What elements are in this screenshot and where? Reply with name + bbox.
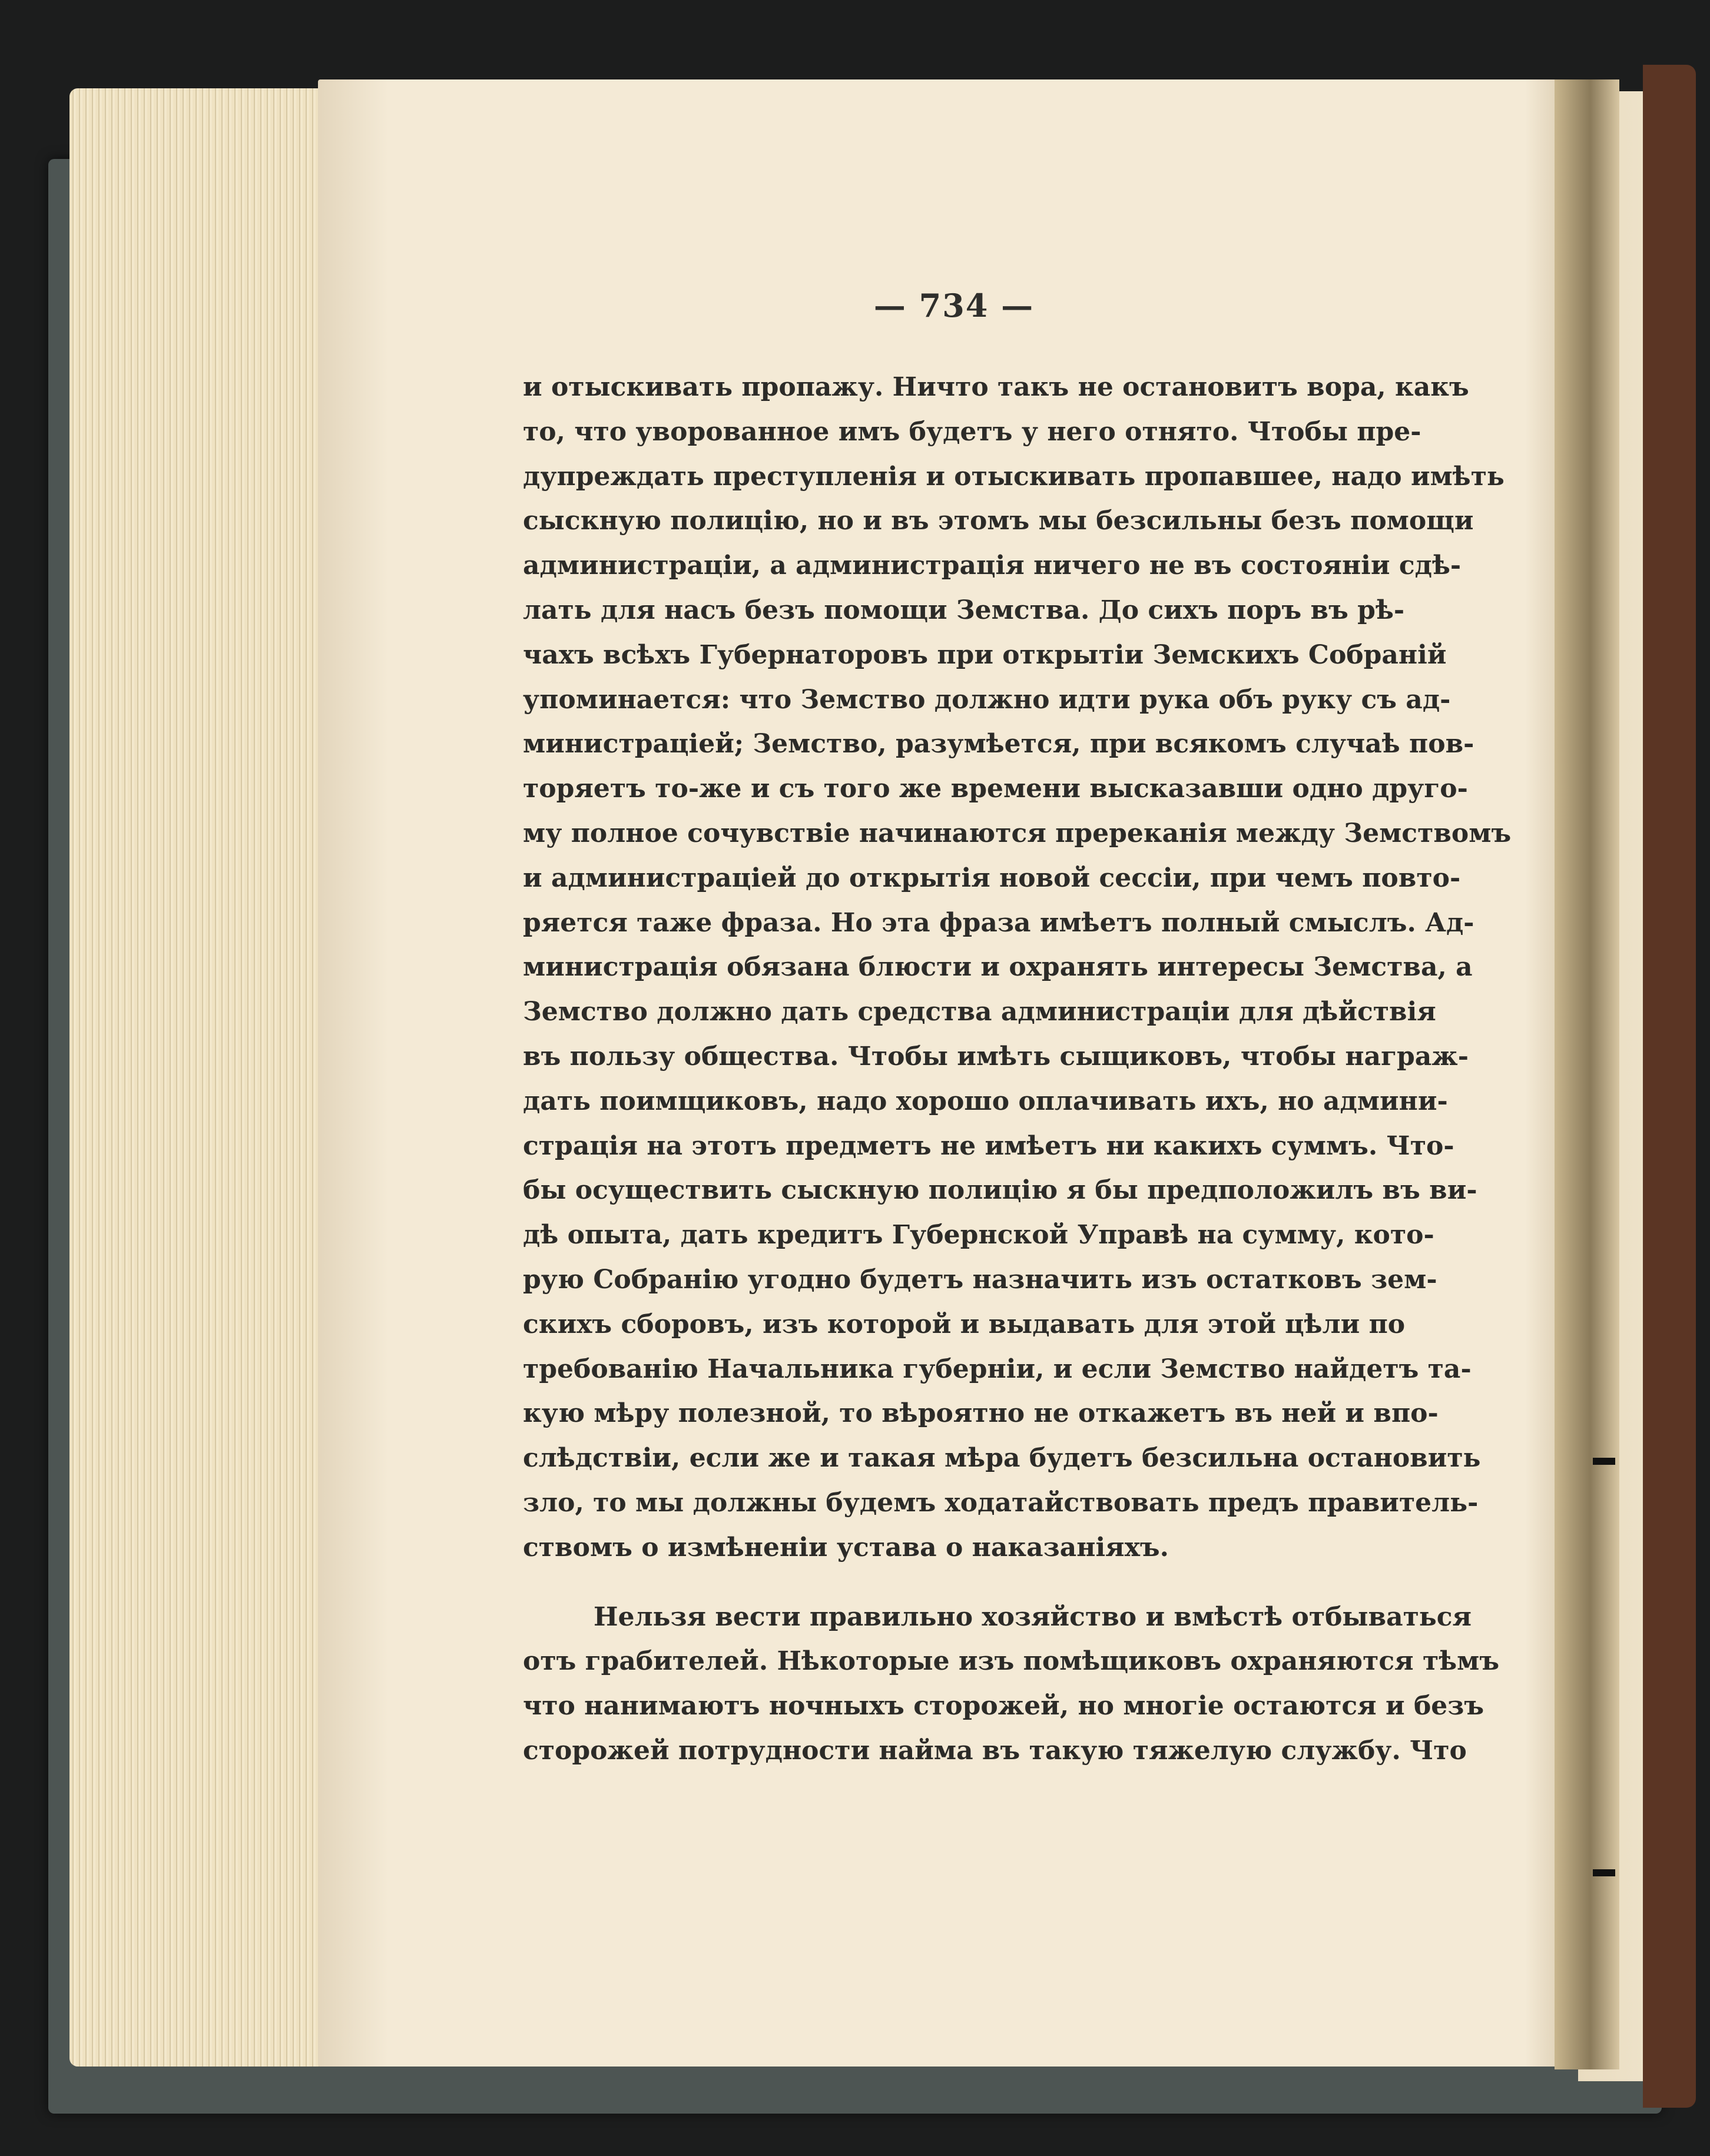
book-gutter <box>1555 79 1619 2069</box>
text-line: требованію Начальника губерніи, и если Земство найдетъ та- <box>523 1354 1472 1384</box>
text-line: и отыскивать пропажу. Ничто такъ не остановитъ вора, какъ <box>523 372 1469 402</box>
text-line: дупреждать преступленія и отыскивать пропавшее, надо имѣть <box>523 461 1504 492</box>
text-line: рую Собранію угодно будетъ назначить изъ остатковъ зем- <box>523 1264 1437 1295</box>
text-line: сыскную полицію, но и въ этомъ мы безсильны безъ помощи <box>523 506 1474 536</box>
text-line: министрація обязана блюсти и охранять интересы Земства, а <box>523 952 1473 983</box>
back-cover-edge <box>1643 65 1696 2108</box>
text-line: дѣ опыта, дать кредитъ Губернской Управѣ на сумму, кото- <box>523 1220 1434 1251</box>
text-line: и администраціей до открытія новой сессіи, при чемъ повто- <box>523 863 1461 893</box>
text-line: зло, то мы должны будемъ ходатайствовать предъ правитель- <box>523 1487 1479 1518</box>
text-line: му полное сочувствіе начинаются пререканія между Земствомъ <box>523 818 1512 848</box>
text-line: министраціей; Земство, разумѣется, при всякомъ случаѣ пов- <box>523 729 1474 759</box>
text-line: что нанимаютъ ночныхъ сторожей, но многіе остаются и безъ <box>523 1691 1484 1722</box>
text-line: торяетъ то-же и съ того же времени высказавши одно друго- <box>523 774 1468 804</box>
text-line: лать для насъ безъ помощи Земства. До сихъ поръ въ рѣ- <box>523 595 1405 625</box>
text-line: чахъ всѣхъ Губернаторовъ при открытіи Земскихъ Собраній <box>523 639 1447 670</box>
text-line: страція на этотъ предметъ не имѣетъ ни какихъ суммъ. Что- <box>523 1130 1454 1161</box>
text-line: отъ грабителей. Нѣкоторые изъ помѣщиковъ охраняются тѣмъ <box>523 1646 1500 1677</box>
paragraph-1 <box>523 365 1512 1570</box>
text-line: скихъ сборовъ, изъ которой и выдавать для этой цѣли по <box>523 1309 1406 1339</box>
text-line: Нельзя вести правильно хозяйство и вмѣстѣ отбываться <box>594 1601 1472 1632</box>
text-line: упоминается: что Земство должно идти рука объ руку съ ад- <box>523 684 1451 715</box>
text-line: слѣдствіи, если же и такая мѣра будетъ безсильна остановить <box>523 1443 1481 1474</box>
text-line: бы осуществить сыскную полицію я бы предположилъ въ ви- <box>523 1175 1477 1206</box>
text-line: то, что уворованное имъ будетъ у него отнято. Чтобы пре- <box>523 416 1421 447</box>
page-marker <box>1593 1869 1615 1876</box>
paragraph-2 <box>523 1595 1500 1773</box>
text-line: Земство должно дать средства администраціи для дѣйствія <box>523 997 1436 1027</box>
text-line: дать поимщиковъ, надо хорошо оплачивать ихъ, но админи- <box>523 1086 1448 1116</box>
text-line: администраціи, а администрація ничего не въ состояніи сдѣ- <box>523 550 1462 581</box>
text-line: сторожей потрудности найма въ такую тяжелую службу. Что <box>523 1735 1467 1766</box>
text-line: ствомъ о измѣненіи устава о наказаніяхъ. <box>523 1532 1169 1563</box>
text-line: кую мѣру полезной, то вѣроятно не откажетъ въ ней и впо- <box>523 1398 1439 1429</box>
page-text <box>523 365 1512 1773</box>
text-line: въ пользу общества. Чтобы имѣть сыщиковъ, чтобы награж- <box>523 1041 1469 1072</box>
page-number: — 734 — <box>873 287 1035 324</box>
text-line: ряется таже фраза. Но эта фраза имѣетъ полный смыслъ. Ад- <box>523 907 1474 938</box>
page-edges <box>69 88 340 2067</box>
page-marker <box>1593 1458 1615 1465</box>
